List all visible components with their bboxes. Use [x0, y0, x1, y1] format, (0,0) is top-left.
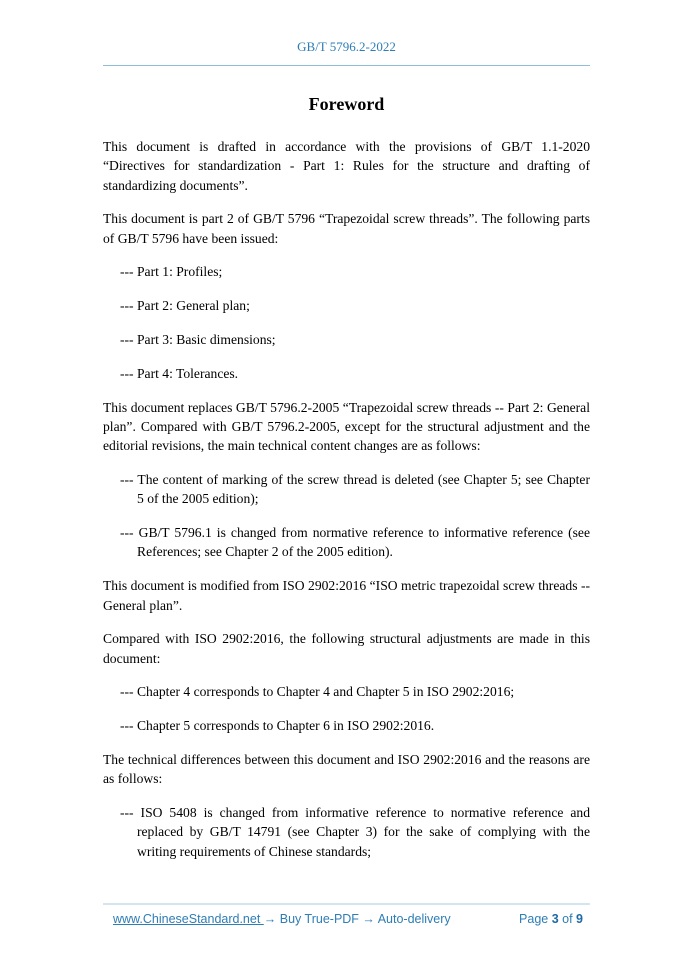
paragraph: Compared with ISO 2902:2016, the following structural adjustments are made in this document:	[103, 631, 590, 666]
list-item: --- The content of marking of the screw thread is deleted (see Chapter 5; see Chapter 5 of the 2005 edition);	[120, 472, 590, 507]
page-title: Foreword	[308, 94, 385, 114]
paragraph: This document is part 2 of GB/T 5796 “Trapezoidal screw threads”. The following parts of GB/T 5796 have been issued:	[103, 211, 590, 246]
paragraph: This document is modified from ISO 2902:2016 “ISO metric trapezoidal screw threads -- General plan”.	[103, 578, 590, 613]
running-header: GB/T 5796.2-2022	[297, 39, 396, 54]
page-number: 3	[551, 912, 559, 926]
list-item: --- Part 4: Tolerances.	[120, 365, 239, 381]
page-total: 9	[576, 912, 583, 926]
document-body	[103, 137, 590, 876]
list-item: --- Part 3: Basic dimensions;	[120, 332, 276, 348]
paragraph: The technical differences between this document and ISO 2902:2016 and the reasons are as follows:	[103, 752, 590, 787]
page-indicator	[519, 912, 583, 926]
arrow-icon: →	[263, 912, 277, 926]
page-label: Page	[519, 912, 552, 926]
list-item: --- Chapter 4 corresponds to Chapter 4 and Chapter 5 in ISO 2902:2016;	[120, 684, 515, 700]
list-item: --- Part 1: Profiles;	[120, 264, 223, 280]
list-item: --- ISO 5408 is changed from informative reference to normative reference and replaced by GB/T 14791 (see Chapter 3) for the sake of complying with the writing requirements of Chinese standards;	[120, 805, 590, 859]
paragraph: This document is drafted in accordance with the provisions of GB/T 1.1-2020 “Directives for standardization - Part 1: Rules for the structure and drafting of standardizing documents”.	[103, 139, 590, 193]
footer-divider	[103, 903, 590, 905]
website-link[interactable]: www.ChineseStandard.net	[113, 912, 264, 926]
delivery-text: Auto-delivery	[374, 912, 451, 926]
list-item: --- Part 2: General plan;	[120, 298, 250, 314]
arrow-icon: →	[362, 912, 375, 926]
paragraph: This document replaces GB/T 5796.2-2005 “Trapezoidal screw threads -- Part 2: General plan”. Compared with GB/T 5796.2-2005, except for the structural adjustment and the editorial revisions, the main technical content changes are as follows:	[103, 399, 590, 454]
list-item: --- Chapter 5 corresponds to Chapter 6 in ISO 2902:2016.	[120, 718, 435, 734]
of-label: of	[558, 912, 577, 926]
buy-text: Buy True-PDF	[276, 912, 363, 926]
header-divider	[103, 65, 590, 66]
footer	[113, 912, 583, 926]
list-item: --- GB/T 5796.1 is changed from normative reference to informative reference (see References; see Chapter 2 of the 2005 edition).	[120, 525, 590, 560]
